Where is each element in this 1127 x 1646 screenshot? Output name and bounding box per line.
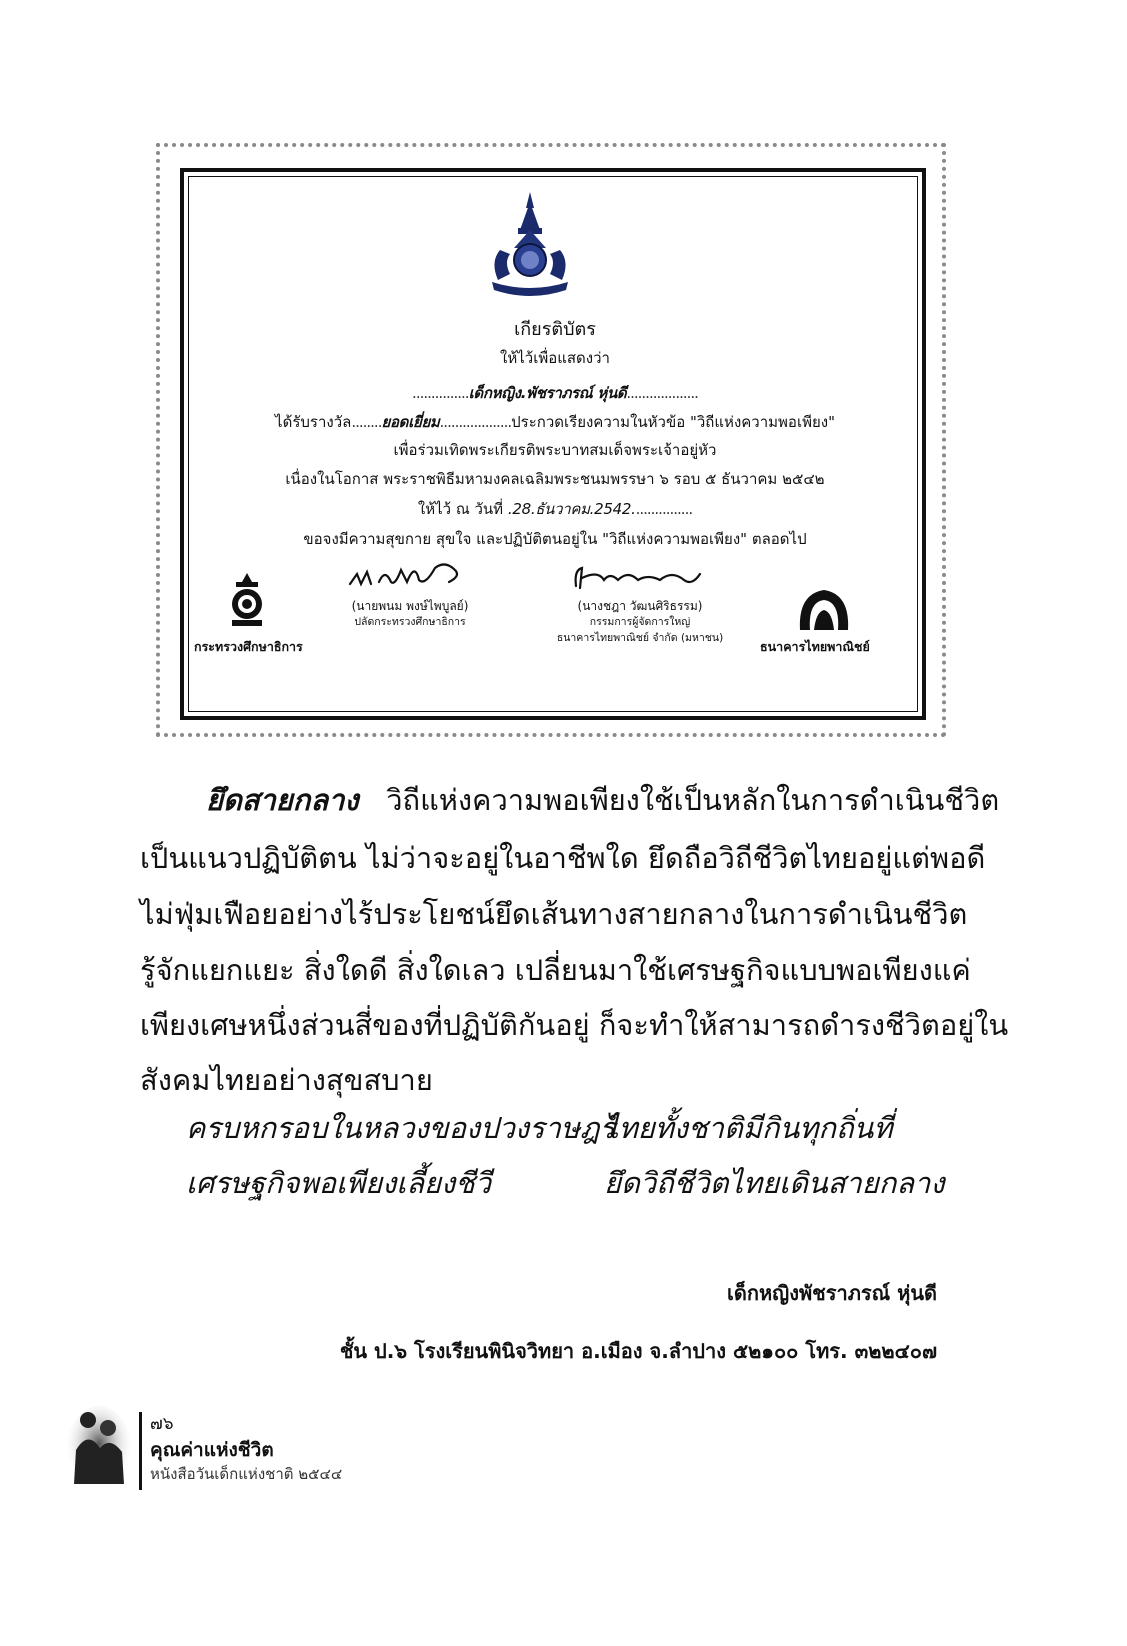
dots: ........ [351, 413, 382, 431]
signer-2-title-2: ธนาคารไทยพาณิชย์ จำกัด (มหาชน) [556, 632, 724, 644]
award-level: ยอดเยี่ยม [381, 413, 440, 431]
children-photo-icon [66, 1400, 132, 1490]
signer-2-title-1: กรรมการผู้จัดการใหญ่ [589, 616, 691, 628]
essay-line-2: เป็นแนวปฏิบัติตน ไม่ว่าจะอยู่ในอาชีพใด ยึดถือวิถีชีวิตไทยอยู่แต่พอดี [140, 841, 986, 875]
section-title: คุณค่าแห่งชีวิต [150, 1439, 274, 1461]
poem-line-2a: เศรษฐกิจพอเพียงเลี้ยงชีวี [186, 1166, 492, 1200]
author-name: เด็กหญิงพัชราภรณ์ หุ่นดี [727, 1281, 937, 1305]
certificate-blessing: ขอจงมีความสุขกาย สุขใจ และปฏิบัติตนอยู่ใน "วิถีแห่งความพอเพียง" ตลอดไป [303, 530, 807, 548]
certificate-subtitle: ให้ไว้เพื่อแสดงว่า [500, 349, 610, 367]
essay-line-3: ไม่ฟุ่มเฟือยอย่างไร้ประโยชน์ยึดเส้นทางสายกลางในการดำเนินชีวิต [140, 897, 968, 931]
signer-1 [330, 598, 490, 630]
book-title: หนังสือวันเด็กแห่งชาติ ๒๕๔๔ [150, 1465, 343, 1483]
royal-emblem-icon [480, 190, 580, 305]
poem-line-2b: ยึดวิถีชีวิตไทยเดินสายกลาง [604, 1166, 945, 1200]
ministry-emblem-icon [226, 572, 268, 628]
dots: ................... [626, 384, 698, 402]
bank-emblem-icon [794, 586, 854, 634]
given-prefix: ให้ไว้ ณ วันที่ [417, 500, 504, 518]
poem-line-1a: ครบหกรอบในหลวงของปวงราษฎร์ [186, 1111, 616, 1145]
certificate-date-line [190, 499, 920, 519]
certificate-title: เกียรติบัตร [514, 319, 596, 340]
dots: ............... [412, 384, 469, 402]
essay-lead: ยึดสายกลาง [206, 783, 359, 817]
page-number: ๗๖ [150, 1414, 174, 1434]
award-prefix: ได้รับรางวัล [275, 413, 352, 431]
dots: ............... [635, 500, 693, 518]
certificate-recipient-line [190, 383, 920, 403]
signer-1-title: ปลัดกระทรวงศึกษาธิการ [354, 616, 466, 628]
certificate-honor-line: เพื่อร่วมเทิดพระเกียรติพระบาทสมเด็จพระเจ้าอยู่หัว [393, 441, 717, 459]
essay-line-6: สังคมไทยอย่างสุขสบาย [140, 1063, 433, 1097]
given-date: .28.ธันวาคม.2542. [507, 500, 636, 518]
essay-line-1-text: วิถีแห่งความพอเพียงใช้เป็นหลักในการดำเนินชีวิต [386, 783, 1000, 817]
org-left-name: กระทรวงศึกษาธิการ [194, 639, 303, 654]
recipient-name: เด็กหญิง.พัชราภรณ์ หุ่นดี [468, 384, 627, 402]
author-school: ชั้น ป.๖ โรงเรียนพินิจวิทยา อ.เมือง จ.ลำปาง ๕๒๑๐๐ โทร. ๓๒๒๔๐๗ [339, 1339, 937, 1363]
essay-line-5: เพียงเศษหนึ่งส่วนสี่ของที่ปฏิบัติกันอยู่ ก็จะทำให้สามารถดำรงชีวิตอยู่ใน [140, 1008, 1009, 1042]
signature-2-icon [568, 560, 708, 596]
dots: ................... [439, 413, 512, 431]
signer-2-name: (นางชฎา วัฒนศิริธรรม) [577, 599, 703, 613]
signer-2 [555, 598, 725, 646]
essay-line-1 [140, 770, 1056, 830]
poem-line-1b: ไทยทั้งชาติมีกินทุกถิ่นที่ [604, 1111, 893, 1145]
certificate-occasion-line: เนื่องในโอกาส พระราชพิธีมหามงคลเฉลิมพระชนมพรรษา ๖ รอบ ๕ ธันวาคม ๒๕๔๒ [285, 470, 825, 488]
signature-1-icon [345, 556, 470, 596]
signer-1-name: (นายพนม พงษ์ไพบูลย์) [351, 599, 469, 613]
org-right-name: ธนาคารไทยพาณิชย์ [760, 639, 870, 654]
award-suffix: ประกวดเรียงความในหัวข้อ "วิถีแห่งความพอเพียง" [511, 413, 835, 431]
certificate-award-line [190, 412, 920, 432]
essay-line-4: รู้จักแยกแยะ สิ่งใดดี สิ่งใดเลว เปลี่ยนมาใช้เศรษฐกิจแบบพอเพียงแค่ [140, 953, 971, 987]
footer-divider [139, 1412, 142, 1490]
